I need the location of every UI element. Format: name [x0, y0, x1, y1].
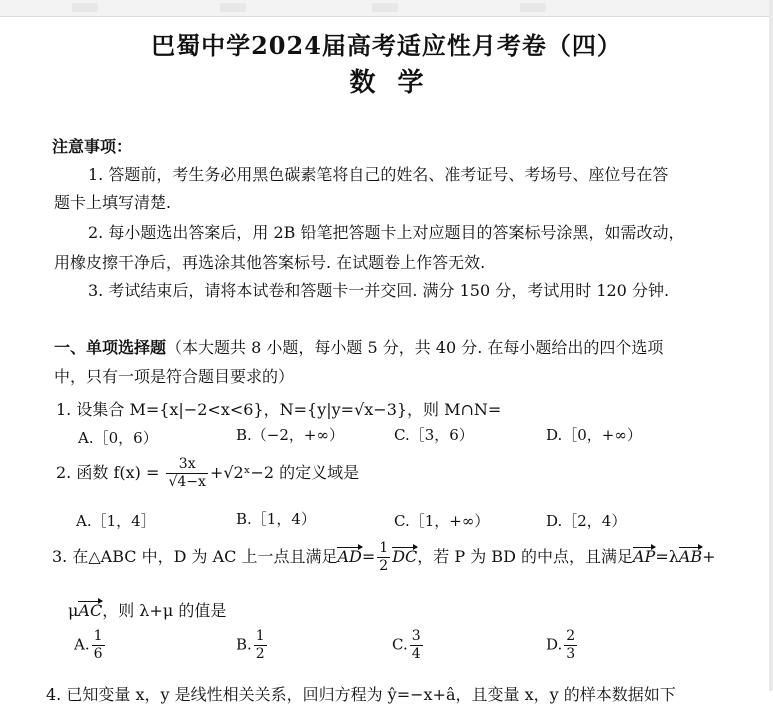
q2-option-d: D.［2，4）: [546, 512, 627, 530]
q3-option-b: [236, 628, 269, 663]
q3-option-d: [546, 628, 579, 663]
q1-option-a: A.［0，6）: [78, 429, 158, 447]
viewer-top-strip: [0, 0, 773, 17]
q2-fraction: [166, 456, 207, 491]
fraction-num: 3: [411, 628, 421, 644]
fraction-den: 2: [255, 646, 265, 662]
question-4-partial: 4. 已知变量 x，y 是线性相关关系，回归方程为 ŷ=−x+â，且变量 x，y 的样本数据如下: [46, 685, 676, 704]
q3-text: ，则 λ+μ 的值是: [102, 601, 227, 620]
fraction-num: 1: [255, 628, 265, 644]
q3-text: 3. 在△ABC 中，D 为 AC 上一点且满足: [52, 547, 338, 566]
q3-option-fraction: [410, 628, 423, 663]
vector-ad: AD: [337, 547, 362, 566]
notice-line: 3. 考试结束后，请将本试卷和答题卡一并交回. 满分 150 分，考试用时 120 分钟.: [88, 281, 670, 300]
notice-line: 题卡上填写清楚.: [54, 193, 172, 212]
q2-fraction-den: √4−x: [168, 474, 206, 490]
q3-option-fraction: [92, 628, 105, 663]
vector-dc: DC: [392, 547, 418, 566]
q2-option-c: C.［1，+∞）: [394, 512, 490, 530]
toolbar-tab[interactable]: [520, 3, 546, 12]
question-1-stem: 1. 设集合 M={x|−2<x<6}，N={y|y=√x−3}，则 M∩N=: [56, 400, 502, 419]
section-desc: （本大题共 8 小题，每小题 5 分，共 40 分. 在每小题给出的四个选项: [166, 338, 664, 357]
question-3-stem: [52, 540, 716, 575]
q3-option-label: C.: [392, 635, 408, 654]
q3-mu: μ: [68, 601, 79, 620]
fraction-num: 1: [93, 628, 103, 644]
q3-option-fraction: [564, 628, 577, 663]
vector-ab: AB: [678, 547, 703, 566]
fraction-den: 6: [93, 646, 103, 662]
q2-option-b: B.［1，4）: [236, 510, 316, 528]
notice-line: 1. 答题前，考生务必用黑色碳素笔将自己的姓名、准考证号、考场号、座位号在答: [88, 165, 669, 184]
q3-option-label: D.: [546, 635, 563, 654]
exam-title: 巴蜀中学2024届高考适应性月考卷（四）: [151, 31, 622, 60]
q1-option-c: C.［3，6）: [394, 426, 474, 444]
q3-text: +: [702, 547, 716, 566]
q3-option-fraction: [254, 628, 267, 663]
q2-stem-suffix: +√2ˣ−2 的定义域是: [209, 463, 360, 482]
notice-line: 用橡皮擦干净后，再选涂其他答案标号. 在试题卷上作答无效.: [54, 253, 486, 272]
section-header: [54, 335, 663, 358]
toolbar-tab[interactable]: [372, 3, 398, 12]
section-title: 一、单项选择题: [54, 338, 167, 357]
fraction-den: 3: [566, 646, 576, 662]
fraction-num: 2: [566, 628, 576, 644]
q1-option-b: B.（−2，+∞）: [236, 426, 344, 444]
toolbar-tab[interactable]: [72, 3, 98, 12]
fraction-den: 4: [411, 646, 421, 662]
q3-option-label: B.: [236, 635, 252, 654]
exam-subject: 数学: [349, 68, 446, 98]
q2-stem-prefix: 2. 函数 f(x) =: [56, 463, 165, 482]
q3-option-label: A.: [74, 635, 90, 654]
scrollbar-edge[interactable]: [769, 0, 773, 691]
question-2-stem: [56, 456, 359, 491]
toolbar-tab[interactable]: [220, 3, 246, 12]
q1-option-d: D.［0，+∞）: [546, 426, 642, 444]
notice-line: 2. 每小题选出答案后，用 2B 铅笔把答题卡上对应题目的答案标号涂黑，如需改动，: [88, 223, 685, 242]
q3-text: =: [361, 547, 376, 566]
q3-text: =λ: [655, 547, 679, 566]
q3-text: ，若 P 为 BD 的中点，且满足: [417, 547, 633, 566]
q3-fraction-den: 2: [379, 558, 389, 574]
q3-fraction-num: 1: [379, 540, 389, 556]
q3-option-a: [74, 628, 107, 663]
q2-fraction-num: 3x: [166, 456, 207, 474]
q2-option-a: A.［1，4］: [76, 512, 156, 530]
section-desc-cont: 中，只有一项是符合题目要求的）: [54, 367, 295, 386]
q3-fraction: [377, 540, 390, 575]
question-3-stem-cont: [68, 598, 226, 621]
notice-heading: 注意事项：: [52, 137, 133, 156]
vector-ap: AP: [632, 547, 656, 566]
vector-ac: AC: [78, 601, 103, 620]
q3-option-c: [392, 628, 425, 663]
